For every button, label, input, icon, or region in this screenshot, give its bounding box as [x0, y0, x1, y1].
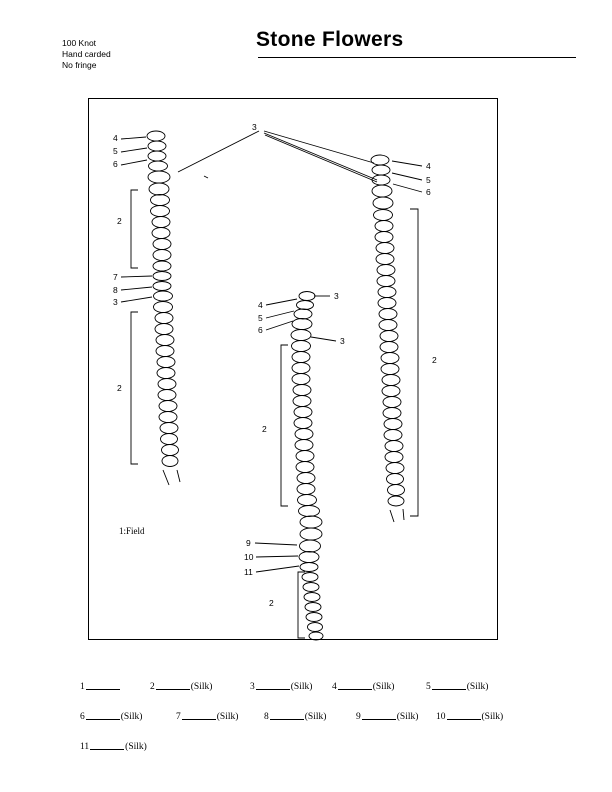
callout-left-8: 8	[113, 285, 118, 295]
callout-left-bracket-2-lower: 2	[117, 383, 122, 393]
legend-item-4[interactable]	[332, 678, 394, 692]
legend-number-10: 10	[436, 712, 446, 722]
callout-left-bracket-2-upper: 2	[117, 216, 122, 226]
legend-silk-10: (Silk)	[481, 712, 504, 722]
legend-blank-3[interactable]	[256, 678, 290, 690]
legend-number-3: 3	[250, 682, 255, 692]
legend-silk-9: (Silk)	[396, 712, 419, 722]
callout-center-bracket-2-upper: 2	[262, 424, 267, 434]
legend-number-5: 5	[426, 682, 431, 692]
legend-item-8[interactable]	[264, 708, 326, 722]
legend-blank-8[interactable]	[270, 708, 304, 720]
legend-row-3	[74, 738, 544, 768]
title-underline	[258, 57, 576, 58]
callout-center-5: 5	[258, 313, 263, 323]
knot-notes	[62, 38, 111, 71]
legend-item-10[interactable]	[436, 708, 503, 722]
legend-number-8: 8	[264, 712, 269, 722]
legend-number-11: 11	[80, 742, 90, 752]
page-title: Stone Flowers	[256, 28, 404, 51]
legend-number-6: 6	[80, 712, 85, 722]
legend-item-2[interactable]	[150, 678, 212, 692]
diagram-frame	[88, 98, 498, 640]
legend-blank-1[interactable]	[86, 678, 120, 690]
callout-center-11: 11	[244, 567, 253, 577]
callout-center-bracket-2-lower: 2	[269, 598, 274, 608]
legend-blank-9[interactable]	[362, 708, 396, 720]
legend-silk-8: (Silk)	[304, 712, 327, 722]
legend-silk-7: (Silk)	[216, 712, 239, 722]
legend-silk-3: (Silk)	[290, 682, 313, 692]
legend-number-1: 1	[80, 682, 85, 692]
field-label: 1:Field	[119, 526, 145, 536]
legend-number-2: 2	[150, 682, 155, 692]
legend-silk-11: (Silk)	[125, 742, 147, 752]
callout-left-7: 7	[113, 272, 118, 282]
callout-left-3: 3	[113, 297, 118, 307]
note-line-1: 100 Knot	[62, 38, 97, 48]
legend-silk-2: (Silk)	[190, 682, 213, 692]
callout-center-9: 9	[246, 538, 251, 548]
legend-item-1[interactable]	[80, 678, 121, 692]
legend-blank-6[interactable]	[86, 708, 120, 720]
legend-blank-10[interactable]	[447, 708, 481, 720]
legend-item-6[interactable]	[80, 708, 142, 722]
callout-left-4: 4	[113, 133, 118, 143]
legend-item-7[interactable]	[176, 708, 238, 722]
callout-top-3: 3	[252, 122, 257, 132]
legend-blank-5[interactable]	[432, 678, 466, 690]
legend-item-11[interactable]	[80, 738, 147, 752]
legend-silk-5: (Silk)	[466, 682, 489, 692]
materials-legend	[74, 678, 544, 768]
legend-silk-6: (Silk)	[120, 712, 143, 722]
legend-item-5[interactable]	[426, 678, 488, 692]
callout-right-6: 6	[426, 187, 431, 197]
legend-number-4: 4	[332, 682, 337, 692]
callout-center-10: 10	[244, 552, 254, 562]
legend-silk-4: (Silk)	[372, 682, 395, 692]
callout-left-6: 6	[113, 159, 118, 169]
legend-blank-4[interactable]	[338, 678, 372, 690]
legend-blank-11[interactable]	[90, 738, 124, 750]
legend-item-3[interactable]	[250, 678, 312, 692]
callout-center-3-top: 3	[334, 291, 339, 301]
note-line-2: Hand carded	[62, 49, 111, 59]
callout-center-6: 6	[258, 325, 263, 335]
callout-right-5: 5	[426, 175, 431, 185]
callout-left-5: 5	[113, 146, 118, 156]
legend-blank-2[interactable]	[156, 678, 190, 690]
legend-blank-7[interactable]	[182, 708, 216, 720]
legend-row-1	[74, 678, 544, 708]
legend-number-7: 7	[176, 712, 181, 722]
legend-row-2	[74, 708, 544, 738]
note-line-3: No fringe	[62, 60, 97, 70]
legend-number-9: 9	[356, 712, 361, 722]
callout-center-3-lower: 3	[340, 336, 345, 346]
callout-center-4: 4	[258, 300, 263, 310]
callout-right-4: 4	[426, 161, 431, 171]
legend-item-9[interactable]	[356, 708, 418, 722]
callout-right-bracket-2: 2	[432, 355, 437, 365]
